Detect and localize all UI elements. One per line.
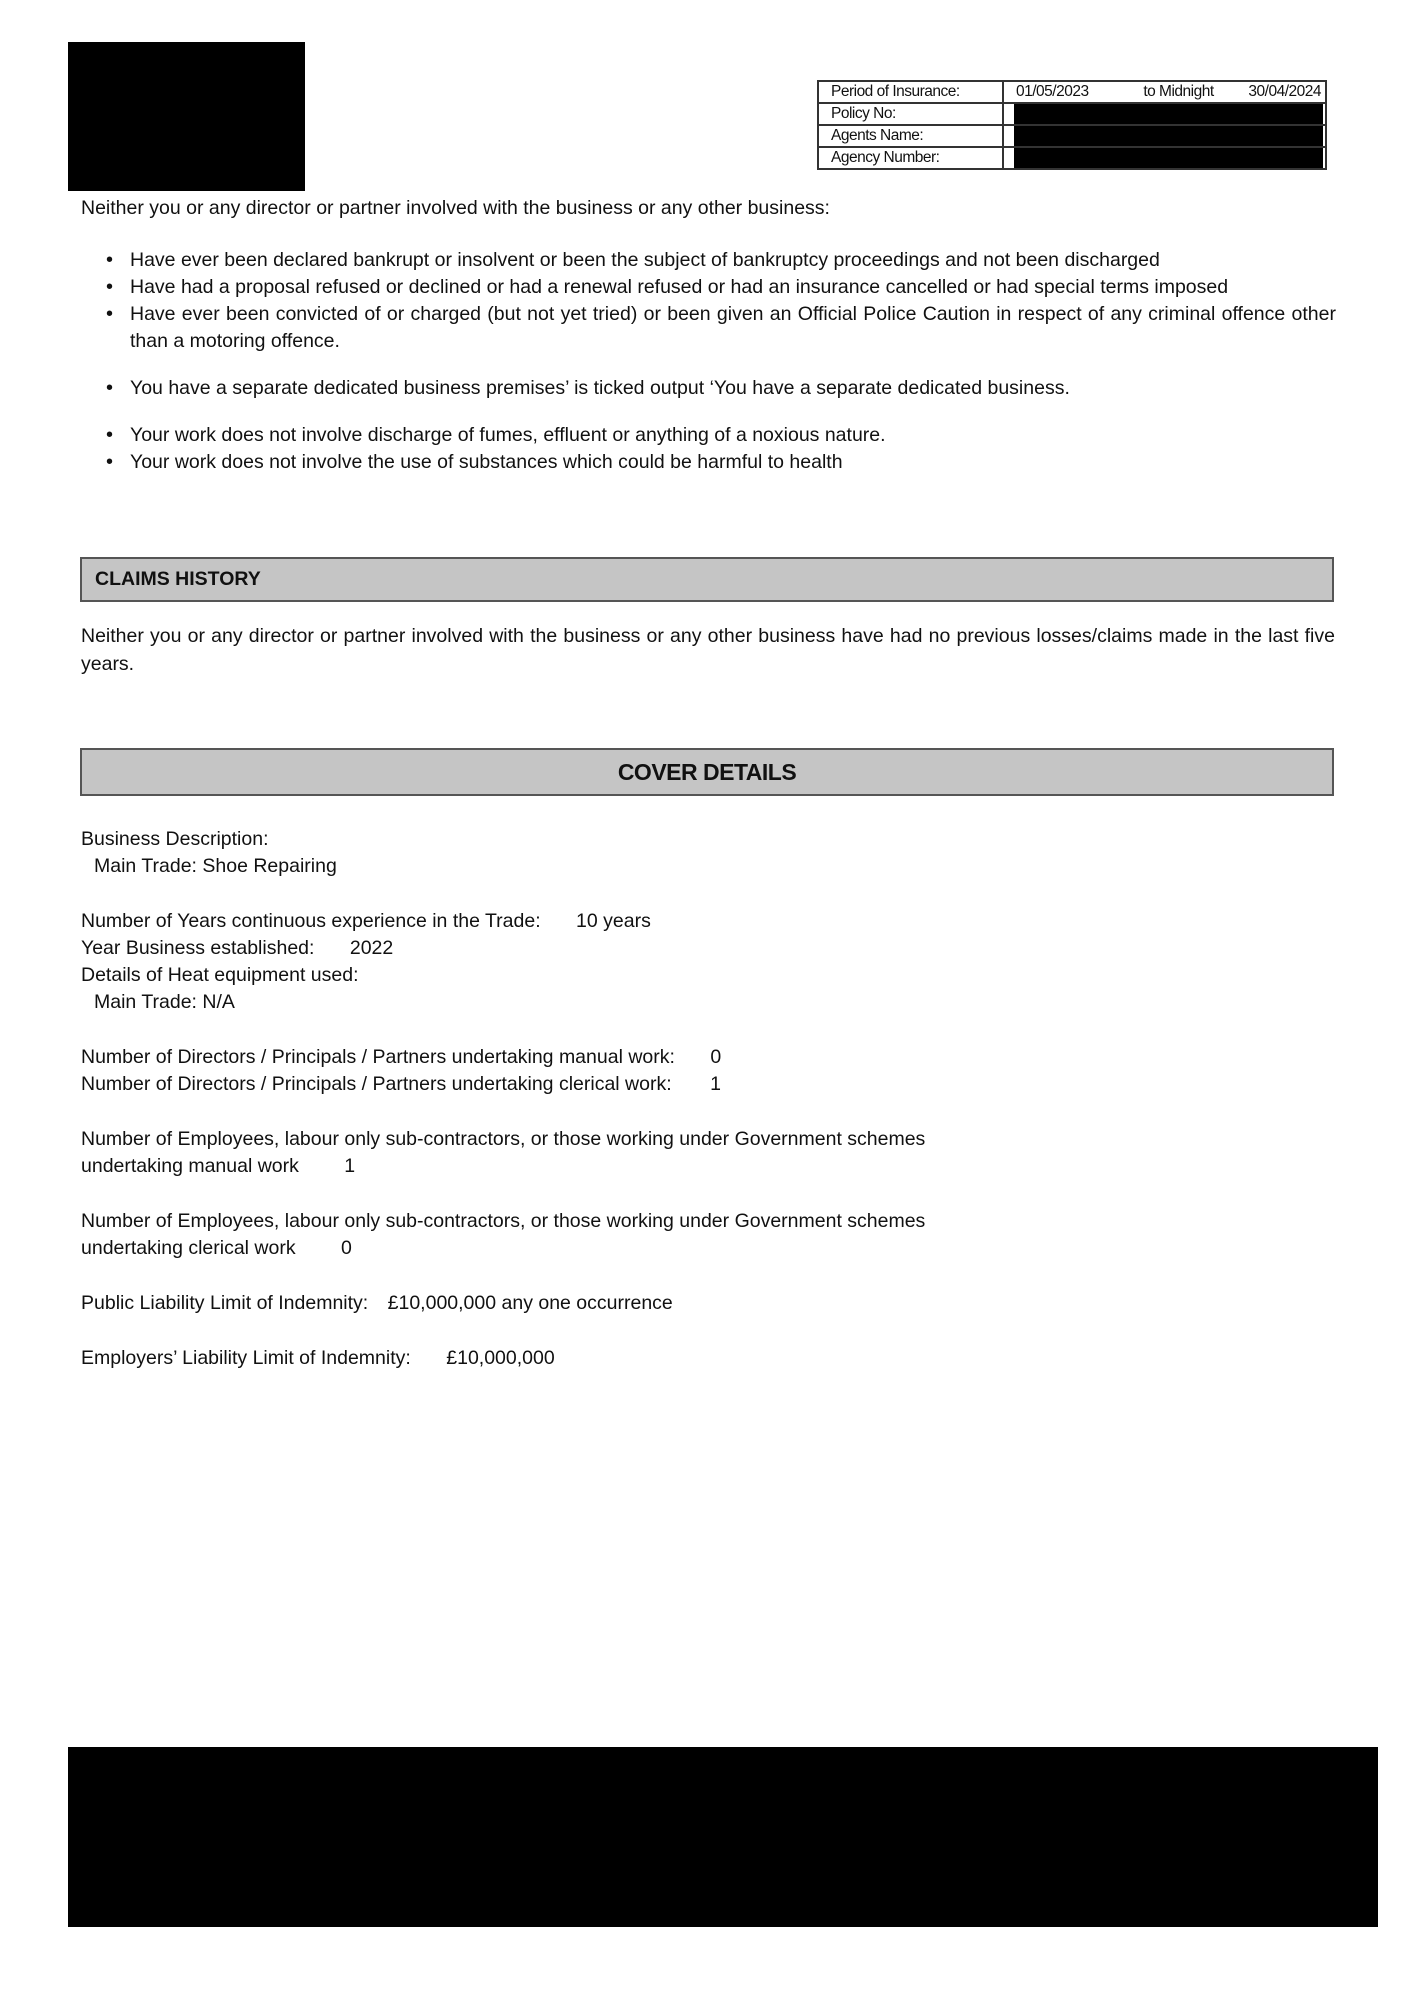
period-mid: to Midnight [1143, 83, 1214, 100]
employees-clerical-line1: Number of Employees, labour only sub-contractors, or those working under Government schemes [81, 1210, 926, 1232]
directors-clerical-label: Number of Directors / Principals / Partners undertaking clerical work: [81, 1073, 672, 1095]
employees-clerical-row [81, 1235, 352, 1262]
redacted-agency-number [1014, 147, 1323, 169]
list-item: • Have ever been declared bankrupt or insolvent or been the subject of bankruptcy proceedings and not been discharged [106, 247, 1336, 274]
established-label: Year Business established: [81, 937, 315, 959]
heat-main-trade: Main Trade: N/A [94, 991, 235, 1013]
directors-clerical-value: 1 [710, 1073, 721, 1095]
period-label: Period of Insurance: [818, 81, 1003, 103]
employers-liability-value: £10,000,000 [446, 1347, 555, 1369]
public-liability-value: £10,000,000 any one occurrence [387, 1292, 673, 1314]
main-trade: Main Trade: Shoe Repairing [94, 855, 337, 877]
policy-no-row [818, 103, 1326, 125]
employees-clerical-value: 0 [341, 1237, 352, 1259]
employers-liability-label: Employers’ Liability Limit of Indemnity: [81, 1347, 411, 1369]
declarations-intro: Neither you or any director or partner involved with the business or any other business: [81, 197, 830, 219]
employers-liability-row [81, 1345, 555, 1372]
agency-number-row [818, 147, 1326, 169]
public-liability-label: Public Liability Limit of Indemnity: [81, 1292, 369, 1314]
list-item: • Your work does not involve discharge of fumes, effluent or anything of a noxious nature. [106, 422, 1336, 449]
list-item: • Your work does not involve the use of substances which could be harmful to health [106, 449, 1336, 476]
claims-history-text: Neither you or any director or partner involved with the business or any other business have had no previous losses/claims made in the last five years. [81, 625, 1335, 675]
established-row [81, 935, 393, 962]
heat-equipment-label: Details of Heat equipment used: [81, 964, 359, 986]
policy-no-label: Policy No: [818, 103, 1003, 125]
period-to: 30/04/2024 [1248, 83, 1321, 100]
employees-manual-value: 1 [344, 1155, 356, 1177]
public-liability-row [81, 1290, 673, 1317]
business-description-label: Business Description: [81, 828, 269, 850]
list-item: • Have ever been convicted of or charged (but not yet tried) or been given an Official Police Caution in respect of any criminal offence other than a motoring offence. [106, 301, 1336, 355]
directors-manual-row [81, 1044, 721, 1071]
policy-info-table [817, 80, 1327, 170]
declarations-list [106, 247, 1336, 476]
cover-details-heading: COVER DETAILS [80, 748, 1334, 796]
redacted-agents-name [1014, 125, 1323, 147]
period-from: 01/05/2023 [1016, 83, 1089, 100]
redacted-logo [68, 42, 305, 191]
experience-row [81, 908, 651, 935]
redacted-policy-no [1014, 103, 1323, 125]
employees-manual-label: undertaking manual work [81, 1155, 299, 1177]
directors-manual-label: Number of Directors / Principals / Partners undertaking manual work: [81, 1046, 675, 1068]
employees-manual-row [81, 1153, 355, 1180]
redacted-footer [68, 1747, 1378, 1927]
agents-name-row [818, 125, 1326, 147]
directors-manual-value: 0 [710, 1046, 722, 1068]
list-item: • Have had a proposal refused or declined or had a renewal refused or had an insurance cancelled or had special terms imposed [106, 274, 1336, 301]
agents-name-label: Agents Name: [818, 125, 1003, 147]
list-item: • You have a separate dedicated business premises’ is ticked output ‘You have a separate dedicated business. [106, 375, 1336, 402]
employees-manual-line1: Number of Employees, labour only sub-contractors, or those working under Government schemes [81, 1128, 926, 1150]
agency-number-label: Agency Number: [818, 147, 1003, 169]
period-row [818, 81, 1326, 103]
claims-history-heading: CLAIMS HISTORY [80, 557, 1334, 602]
experience-value: 10 years [576, 910, 651, 932]
directors-clerical-row [81, 1071, 721, 1098]
established-value: 2022 [349, 937, 394, 959]
employees-clerical-label: undertaking clerical work [81, 1237, 296, 1259]
experience-label: Number of Years continuous experience in the Trade: [81, 910, 541, 932]
